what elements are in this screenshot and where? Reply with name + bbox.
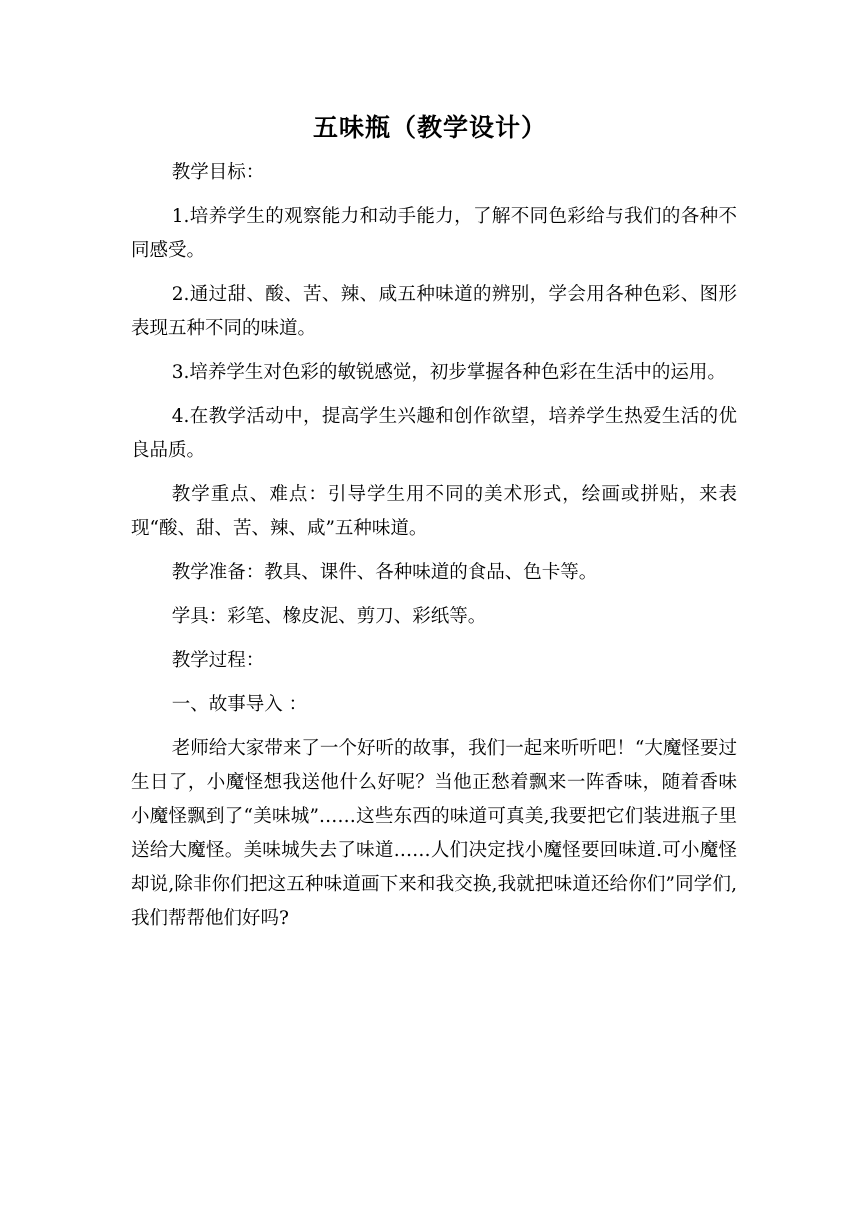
document-title: 五味瓶（教学设计） [312, 113, 547, 142]
paragraph-student-tools: 学具：彩笔、橡皮泥、剪刀、彩纸等。 [171, 606, 487, 627]
paragraph-teaching-preparation: 教学准备：教具、课件、各种味道的食品、色卡等。 [171, 562, 598, 583]
paragraph-objective-2: 2.通过甜、酸、苦、辣、咸五种味道的辨别，学会用各种色彩、图形表现五种不同的味道。 [131, 284, 737, 339]
paragraph-section-1-heading: 一、故事导入 ： [171, 694, 308, 715]
paragraph-key-points: 教学重点、难点：引导学生用不同的美术形式，绘画或拼贴，来表现“酸、甜、苦、辣、咸”五种味道。 [131, 484, 737, 539]
paragraph-objective-3: 3.培养学生对色彩的敏锐感觉，初步掌握各种色彩在生活中的运用。 [171, 362, 726, 383]
paragraph-objective-4: 4.在教学活动中，提高学生兴趣和创作欲望，培养学生热爱生活的优良品质。 [131, 406, 737, 461]
paragraph-story: 老师给大家带来了一个好听的故事，我们一起来听听吧！“大魔怪要过生日了，小魔怪想我送他什么好呢？当他正愁着飘来一阵香味，随着香味小魔怪飘到了“美味城”……这些东西的味道可真美,我要把它们装进瓶子里送给大魔怪。美味城失去了味道……人们决定找小魔怪要回味道.可小魔怪却说,除非你们把这五种味道画下来和我交换,我就把味道还给你们”同学们,我们帮帮他们好吗? [131, 738, 737, 929]
paragraph-objective-1: 1.培养学生的观察能力和动手能力，了解不同色彩给与我们的各种不同感受。 [131, 206, 737, 261]
document-body [131, 156, 737, 946]
paragraph-process-heading: 教学过程： [171, 650, 265, 671]
paragraph-objectives-heading: 教学目标： [171, 162, 265, 183]
